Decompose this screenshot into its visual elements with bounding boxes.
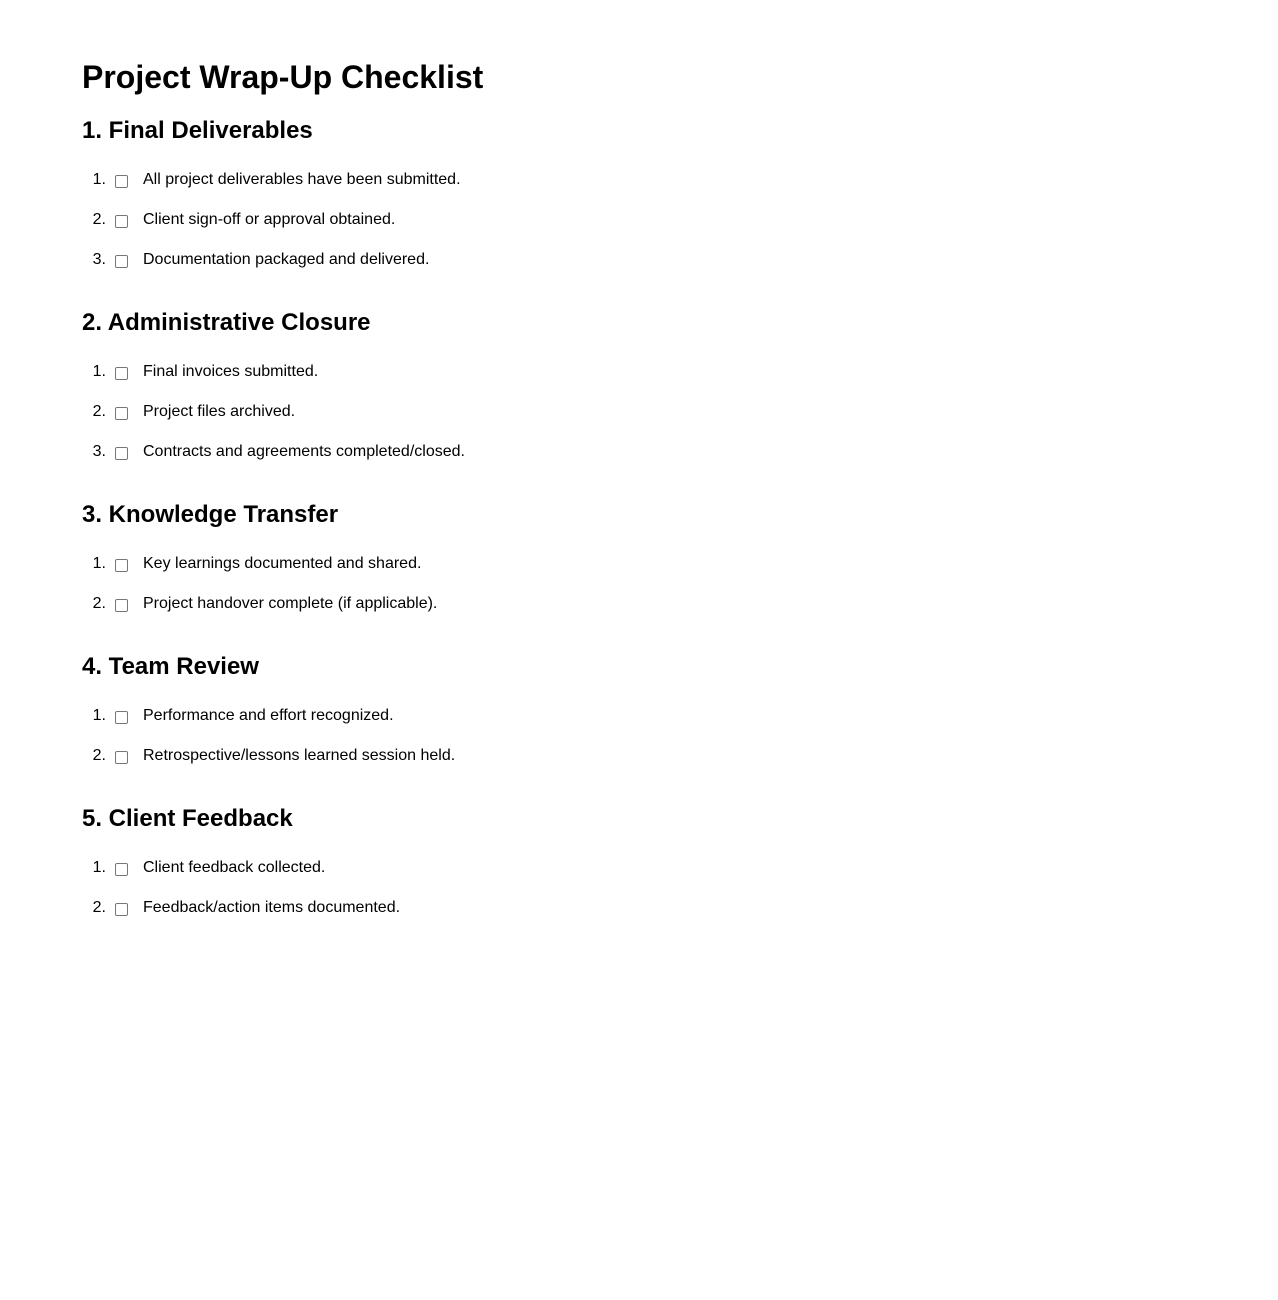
checklist-item: [82, 160, 1278, 200]
item-label: Client feedback collected.: [143, 859, 326, 876]
checklist-item: [82, 352, 1278, 392]
item-label: Client sign-off or approval obtained.: [143, 211, 396, 228]
item-number: 2.: [92, 899, 106, 916]
checklist: [82, 696, 1278, 776]
item-label: All project deliverables have been submitted.: [143, 171, 461, 188]
checkbox[interactable]: [115, 215, 128, 228]
checklist-item: [82, 736, 1278, 776]
checkbox[interactable]: [115, 599, 128, 612]
item-number: 1.: [92, 363, 106, 380]
section-heading: 2. Administrative Closure: [82, 309, 371, 336]
section-heading: 5. Client Feedback: [82, 805, 293, 832]
checklist: [82, 352, 1278, 472]
item-label: Contracts and agreements completed/closed.: [143, 443, 465, 460]
item-number: 1.: [92, 171, 106, 188]
section-administrative-closure: [82, 308, 1278, 472]
item-label: Retrospective/lessons learned session held.: [143, 747, 456, 764]
item-number: 2.: [92, 403, 106, 420]
checklist: [82, 848, 1278, 928]
checklist: [82, 160, 1278, 280]
section-heading: 1. Final Deliverables: [82, 117, 313, 144]
checklist-item: [82, 888, 1278, 928]
item-label: Documentation packaged and delivered.: [143, 251, 430, 268]
checklist-item: [82, 544, 1278, 584]
checkbox[interactable]: [115, 255, 128, 268]
checklist-item: [82, 392, 1278, 432]
item-label: Key learnings documented and shared.: [143, 555, 422, 572]
item-label: Final invoices submitted.: [143, 363, 319, 380]
item-number: 2.: [92, 747, 106, 764]
item-label: Feedback/action items documented.: [143, 899, 401, 916]
section-heading: 4. Team Review: [82, 653, 259, 680]
item-number: 1.: [92, 555, 106, 572]
section-final-deliverables: [82, 116, 1278, 280]
checklist-item: [82, 848, 1278, 888]
checklist-item: [82, 696, 1278, 736]
checklist: [82, 544, 1278, 624]
item-number: 1.: [92, 859, 106, 876]
item-label: Project handover complete (if applicable).: [143, 595, 438, 612]
section-heading: 3. Knowledge Transfer: [82, 501, 339, 528]
checkbox[interactable]: [115, 711, 128, 724]
item-label: Performance and effort recognized.: [143, 707, 394, 724]
item-number: 2.: [92, 211, 106, 228]
section-client-feedback: [82, 804, 1278, 928]
checkbox[interactable]: [115, 863, 128, 876]
checklist-item: [82, 432, 1278, 472]
item-number: 2.: [92, 595, 106, 612]
checkbox[interactable]: [115, 407, 128, 420]
checkbox[interactable]: [115, 447, 128, 460]
checkbox[interactable]: [115, 903, 128, 916]
checkbox[interactable]: [115, 751, 128, 764]
item-number: 3.: [92, 251, 106, 268]
page-title: Project Wrap-Up Checklist: [82, 59, 484, 95]
item-number: 3.: [92, 443, 106, 460]
checklist-item: [82, 200, 1278, 240]
checklist-item: [82, 584, 1278, 624]
item-label: Project files archived.: [143, 403, 296, 420]
checklist-item: [82, 240, 1278, 280]
checkbox[interactable]: [115, 175, 128, 188]
checkbox[interactable]: [115, 367, 128, 380]
item-number: 1.: [92, 707, 106, 724]
checkbox[interactable]: [115, 559, 128, 572]
section-team-review: [82, 652, 1278, 776]
section-knowledge-transfer: [82, 500, 1278, 624]
